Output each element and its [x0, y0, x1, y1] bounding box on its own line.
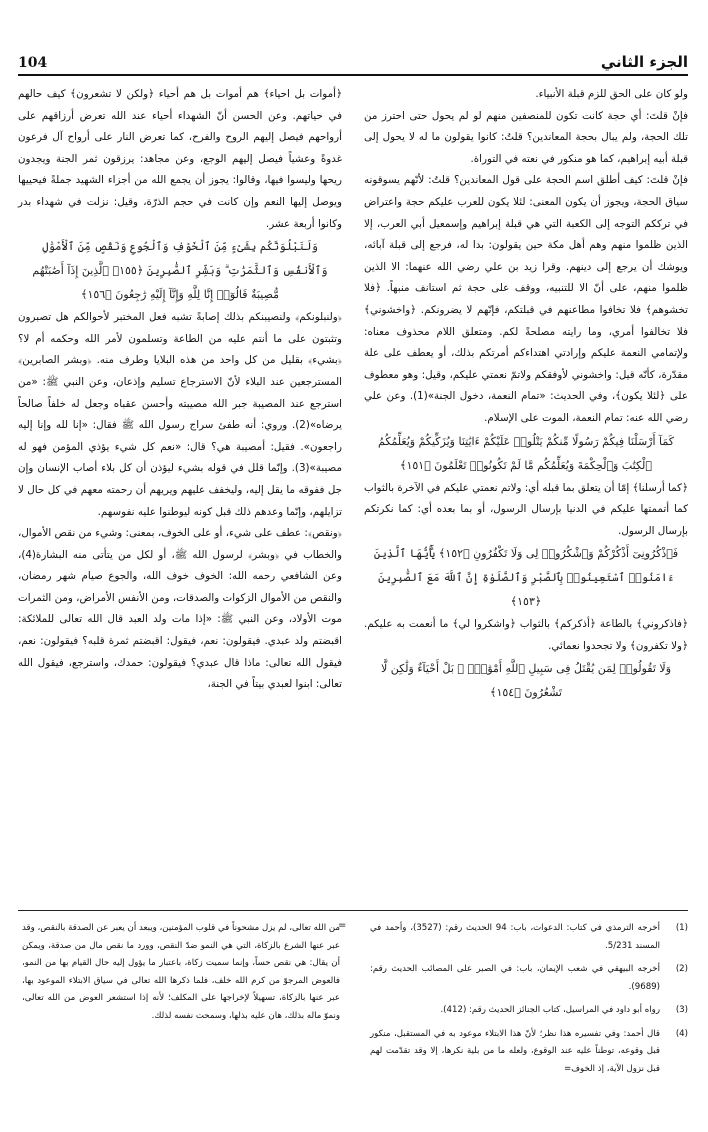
commentary-paragraph: ﴿كما أرسلنا﴾ إمّا أن يتعلق بما قبله أي: ولاتم نعمتي عليكم في الآخرة بالثواب كما أتممتها عليكم في الدنيا بإرسال الرسول، أو بما بعده أي: كما نكرتكم بإرسال الرسول.	[364, 481, 688, 537]
commentary-paragraph: ﴿فاذكروني﴾ بالطاعة ﴿أذكركم﴾ بالثواب ﴿واشكروا لي﴾ ما أنعمت به عليكم. ﴿ولا تكفرون﴾ ولا تجحدوا نعمائي.	[364, 618, 688, 652]
part-title: الجزء الثاني	[600, 53, 688, 71]
footnote-number: (4)	[675, 1028, 688, 1039]
footnote-text: أخرجه البيهقي في شعب الإيمان، باب: في الصبر على المصائب الحديث رقم: (9689).	[370, 964, 660, 992]
footnotes-right	[370, 920, 688, 1084]
commentary-paragraph: ولو كان على الحق للزم قبلة الأنبياء.	[535, 88, 688, 100]
footnote-number: (1)	[675, 923, 688, 933]
footnote-number: (2)	[675, 964, 688, 974]
footnote	[370, 961, 688, 996]
quran-verse: وَلَا تَقُولُوا۟ لِمَن يُقْتَلُ فِى سَبِيلِ ٱللَّهِ أَمْوَٰتٌۢ ۚ بَلْ أَحْيَآءٌ وَلَٰكِن لَّا تَشْعُرُونَ ﴿١٥٤﴾	[380, 662, 672, 700]
footnote-text: قال أحمد: وفي تفسيره هذا نظر؛ لأنّ هذا الابتلاء موعود به في المستقبل، منكور قبل وقوعه، توطناً عليه عند الوقوع، ولعله ما من بلية نكرها، إلا وقد تقدّمت لهم قبل نزول الآية، إذ الخوف=	[370, 1028, 660, 1074]
right-text-column	[364, 84, 688, 705]
commentary-paragraph: ﴿ونقص﴾: عطف على شيء، أو على الخوف، بمعنى: وشيء من نقص الأموال، والخطاب في ﴿وبشر﴾ لرسول الله ﷺ، أو لكل من يتأتى منه البشارة(4)، وعن الشافعي رحمه الله: الخوف خوف الله، والجوع صيام شهر رمضان، والنقص من الأموال الزكوات والصدقات، ومن الأنفس الأمراض، ومن الثمرات موت الأولاد، وعن النبي ﷺ: «إذا مات ولد العبد قال الله تعالى للملائكة: اقبضتم ولد عبدي. فيقولون: نعم، فيقول: اقبضتم ثمرة قلبه؟ فيقولون: نعم، فيقول الله تعالى: ماذا قال عبدي؟ فيقولون: حمدك، واسترجع، فيقول الله تعالى: ابنوا لعبدي بيتاً في الجنة،	[18, 527, 342, 691]
footnote	[370, 1026, 688, 1079]
footnotes-left	[22, 920, 340, 1025]
footnote-continuation-mark: =	[338, 920, 347, 931]
footnote	[370, 1002, 688, 1020]
commentary-paragraph: ﴿أموات بل احياء﴾ هم أموات بل هم أحياء ﴿ولكن لا تشعرون﴾ كيف حالهم في حياتهم. وعن الحسن أنّ الشهداء أحياء عند الله تعرض أرزاقهم على أرواحهم فيصل إليهم الروح والفرح، كما تعرض النار على أرواح آل فرعون غدوةً وعشياً فيصل إليهم الوجع، وعن مجاهد: يرزقون ثمر الجنة ويجدون ريحها وليسوا فيها، وقالوا: يجوز أن يجمع الله من أجزاء الشهيد جملةً فيحييها ويوصل إليها النعم وإن كانت في حجم الذرّة، وقيل: نزلت في شهداء بدر وكانوا أربعة عشر.	[18, 88, 342, 230]
quran-verse: وَلَنَبْلُوَنَّكُم بِشَىْءٍ مِّنَ ٱلْخَوْفِ وَٱلْجُوعِ وَنَقْصٍ مِّنَ ٱلْأَمْوَٰلِ وَٱلْأَنفُسِ وَٱلثَّمَرَٰتِ ۗ وَبَشِّرِ ٱلصَّٰبِرِينَ ﴿١٥٥﴾ ٱلَّذِينَ إِذَآ أَصَٰبَتْهُم مُّصِيبَةٌ قَالُوٓا۟ إِنَّا لِلَّهِ وَإِنَّآ إِلَيْهِ رَٰجِعُونَ ﴿١٥٦﴾	[32, 240, 328, 302]
footnote-text: رواه أبو داود في المراسيل، كتاب الجنائز الحديث رقم: (412).	[440, 1005, 660, 1015]
commentary-paragraph: فإنْ قلتَ: أي حجة كانت تكون للمنصفين منهم لو لم يحول حتى احترز من تلك الحجة، ولم يبال بحجة المعاندين؟ قلتُ: كانوا يقولون ما له لا يحول إلى قبلة أبيه إبراهيم، كما هو منكور في نعته في التوراة.	[364, 109, 688, 165]
page-number: 104	[18, 55, 48, 71]
left-text-column	[18, 84, 342, 696]
quran-verse: كَمَآ أَرْسَلْنَا فِيكُمْ رَسُولًا مِّنكُمْ يَتْلُوا۟ عَلَيْكُمْ ءَايَٰتِنَا وَيُزَكِّيكُمْ وَيُعَلِّمُكُمُ ٱلْكِتَٰبَ وَٱلْحِكْمَةَ وَيُعَلِّمُكُم مَّا لَمْ تَكُونُوا۟ تَعْلَمُونَ ﴿١٥١﴾	[378, 434, 674, 472]
footnote-number: (3)	[675, 1005, 688, 1015]
footnote-divider	[18, 910, 688, 911]
commentary-paragraph: فإنْ قلتَ: كيف أطلق اسم الحجة على قول المعاندين؟ قلتُ: لأنّهم يسوقونه سياق الحجة، ويجوز أن يكون المعنى: لئلا يكون للعرب عليكم حجة واعتراض في ترككم التوجه إلى الكعبة التي هي قبلة إبراهيم وإسمعيل أبي العرب، إلا الذين ظلموا منهم وهم أهل مكة حين يقولون: بدا له، فرجع إلى قبلة آبائه، ويوشك أن يرجع إلى دينهم. وقرا زيد بن علي رضي الله عنهما: الا الذين ظلموا منهم، على أنّ الا للتنبيه، ووقف على حجة ثم استانف منبهاً. ﴿فلا تخشوهم﴾ فلا تخافوا مطاعنهم في قبلتكم، فإنّهم لا يضرونكم. ﴿واخشوني﴾ فلا تخالفوا أمري، وما رايته مصلحةً لكم. ومتعلق اللام محذوف معناه: ولإتمامي النعمة عليكم وإرادتي اهتداءكم أمرتكم بذلك، أو يعطف على علة مقدّرة، كأنّه قيل: واخشوني لأوفقكم ولاتمّ نعمتي عليكم، وقيل: وهو معطوف على ﴿لئلا يكون﴾، وفي الحديث: «تمام النعمة، دخول الجنة»(1). وعن علي رضي الله عنه: تمام النعمة، الموت على الإسلام.	[364, 174, 688, 424]
commentary-paragraph: ﴿ولنبلونكم﴾ ولنصيبنكم بذلك إصابةً تشبه فعل المختبر لأحوالكم هل تصبرون وتثبتون على ما أنتم عليه من الطاعة وتسلمون لأمر الله وحكمه أم لا؟ ﴿بشيء﴾ بقليل من كل واحد من هذه البلايا وطرف منه. ﴿وبشر الصابرين﴾ المسترجعين عند البلاء لأنّ الاسترجاع تسليم وإذعان، وعن النبي ﷺ: «من استرجع عند المصيبة جبر الله مصيبته وأحسن عقباه وجعل له خلفاً صالحاً يرضاه»(2). وروي: أنه طفئ سراج رسول الله ﷺ فقال: «إنا لله وإنا إليه راجعون». فقيل: أمصيبة هي؟ قال: «نعم كل شيء يؤذي المؤمن فهو له مصيبة»(3). وإنّما قلل في قوله بشيء ليؤذن أن كل بلاء أصاب الإنسان وإن جل ففوقه ما يقل إليه، وليخفف عليهم ويريهم أن رحمته معهم في كل حال لا تزايلهم، وإنّما وعدهم ذلك قبل كونه ليوطنوا عليه نفوسهم.	[18, 311, 342, 518]
page-header	[18, 48, 688, 76]
footnote-text: أخرجه الترمذي في كتاب: الدعوات، باب: 94 الحديث رقم: (3527)، وأحمد في المسند 5/231.	[370, 923, 660, 951]
footnote-continuation: من الله تعالى، لم يزل مشحوناً في قلوب المؤمنين، ويبعد أن يعبر عن الصدقة بالنقص، وقد عبر عنها الشرع بالزكاة، التي هي النمو ضدّ النقص، وورد ما نقص مال من صدقة، ويمكن أن يقال: هي نقص حساً، وإنما سميت زكاة، باعتبار ما يؤول إليه حال القيام بها من النمو، فالعوض المرجوّ من كرم الله خلف، فلما ذكرها الله تعالى في سياق الابتلاء الموعود بها، عبر عنها بالزكاة، تسهيلاً لإخراجها على المكلف؛ لأنه إذا استشعر العوض من الله تعالى، ونموّ ماله بذلك، هان عليه بذلها، وسمحت نفسه لذلك.	[22, 923, 340, 1021]
footnote	[370, 920, 688, 955]
quran-verse: فَٱذْكُرُونِىٓ أَذْكُرْكُمْ وَٱشْكُرُوا۟ لِى وَلَا تَكْفُرُونِ ﴿١٥٢﴾ يَٰٓأَيُّهَا ٱلَّذِينَ ءَامَنُوا۟ ٱسْتَعِينُوا۟ بِٱلصَّبْرِ وَٱلصَّلَوٰةِ إِنَّ ٱللَّهَ مَعَ ٱلصَّٰبِرِينَ ﴿١٥٣﴾	[373, 547, 679, 609]
